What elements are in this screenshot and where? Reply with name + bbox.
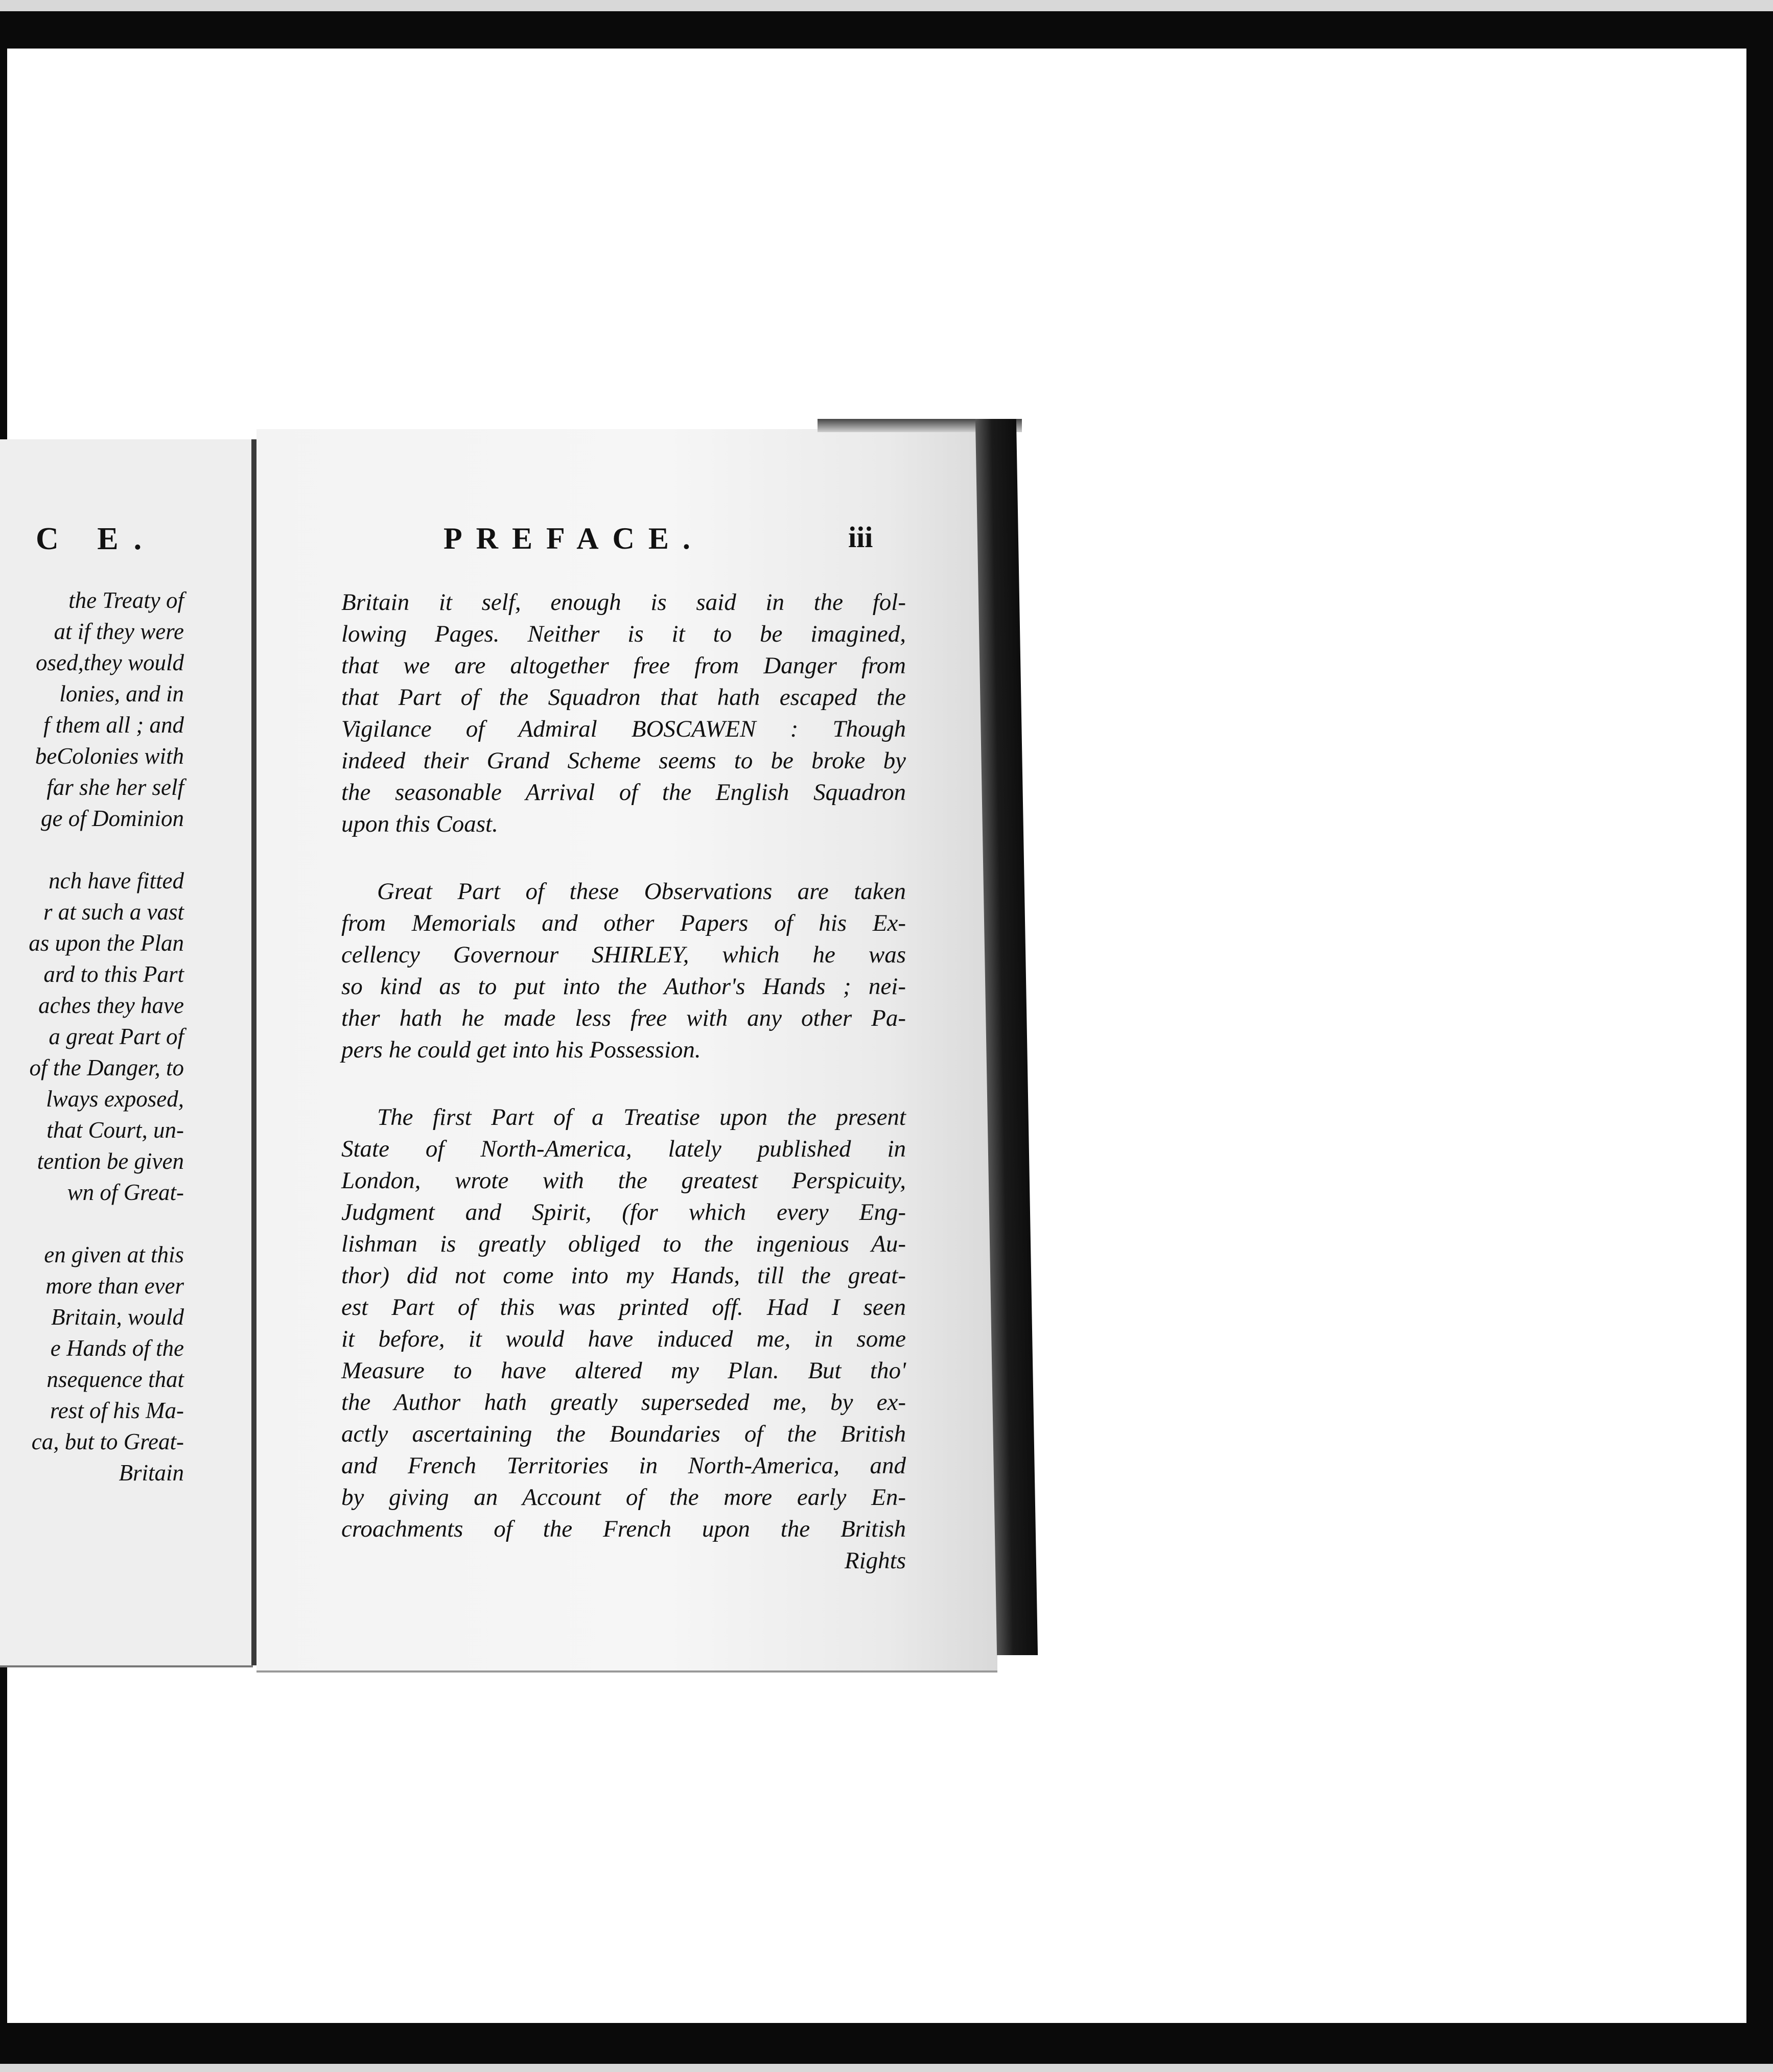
left-page-text	[0, 585, 184, 1489]
text-line: r at such a vast	[43, 899, 184, 925]
text-line: State of North-America, lately published in	[341, 1136, 906, 1162]
left-running-head: C E.	[36, 522, 157, 556]
text-line: London, wrote with the greatest Perspicuity,	[341, 1167, 906, 1194]
text-line: rest of his Ma-	[50, 1398, 184, 1423]
text-line: e Hands of the	[50, 1335, 184, 1361]
paragraph-gap	[0, 834, 184, 865]
text-line: as upon the Plan	[29, 930, 184, 956]
text-line: tention be given	[37, 1148, 184, 1174]
paragraph-gap	[0, 1208, 184, 1239]
scan-border-bottom-stripe	[0, 2064, 1773, 2072]
text-line: far she her self	[46, 774, 184, 800]
scan-border-top-stripe	[0, 0, 1773, 11]
text-line: lowing Pages. Neither is it to be imagined,	[341, 621, 906, 647]
text-line: nch have fitted	[49, 868, 184, 893]
text-line: lonies, and in	[59, 681, 184, 707]
text-line: the Treaty of	[68, 587, 184, 613]
scan-border-right	[1746, 49, 1773, 2023]
right-page-text	[341, 586, 906, 1576]
text-line: that Part of the Squadron that hath escaped the	[341, 684, 906, 711]
text-line: upon this Coast.	[341, 811, 498, 837]
text-line: pers he could get into his Possession.	[341, 1037, 701, 1063]
text-line: and French Territories in North-America, and	[341, 1452, 906, 1479]
text-line: more than ever	[45, 1273, 184, 1299]
paragraph-gap	[341, 840, 906, 876]
text-line: Britain	[119, 1460, 184, 1486]
text-line: est Part of this was printed off. Had I seen	[341, 1294, 906, 1321]
text-line: a great Part of	[49, 1024, 184, 1049]
text-line: so kind as to put into the Author's Hands ; nei-	[341, 973, 906, 1000]
text-line: aches they have	[38, 993, 184, 1018]
text-line: actly ascertaining the Boundaries of the British	[341, 1421, 906, 1447]
text-line: osed,they would	[36, 650, 184, 675]
text-line: thor) did not come into my Hands, till the great-	[341, 1262, 906, 1289]
text-line: Britain, would	[51, 1304, 184, 1330]
text-line: Britain it self, enough is said in the fol-	[341, 589, 906, 616]
book-gutter	[251, 439, 256, 1665]
text-line: lways exposed,	[46, 1086, 184, 1112]
text-line: wn of Great-	[67, 1180, 184, 1205]
text-line: beColonies with	[35, 743, 184, 769]
text-line: Judgment and Spirit, (for which every Eng-	[341, 1199, 906, 1226]
text-line: ther hath he made less free with any other Pa-	[341, 1005, 906, 1031]
right-running-head: PREFACE.	[444, 522, 704, 555]
text-line: lishman is greatly obliged to the ingenious Au-	[341, 1231, 906, 1257]
text-line: en given at this	[44, 1242, 184, 1267]
text-line: the Author hath greatly superseded me, by ex-	[341, 1389, 906, 1416]
text-line: ard to this Part	[43, 961, 184, 987]
text-line: Measure to have altered my Plan. But tho'	[341, 1357, 906, 1384]
text-line: Great Part of these Observations are taken	[377, 878, 906, 905]
text-line: by giving an Account of the more early En-	[341, 1484, 906, 1511]
text-line: croachments of the French upon the British	[341, 1516, 906, 1542]
text-line: it before, it would have induced me, in some	[341, 1326, 906, 1352]
text-line: ge of Dominion	[41, 806, 184, 831]
text-line: Vigilance of Admiral BOSCAWEN : Though	[341, 716, 906, 742]
catchword: Rights	[844, 1547, 906, 1574]
text-line: from Memorials and other Papers of his Ex-	[341, 910, 906, 936]
text-line: cellency Governour SHIRLEY, which he was	[341, 941, 906, 968]
text-line: of the Danger, to	[29, 1055, 184, 1080]
paragraph-gap	[341, 1066, 906, 1101]
text-line: that we are altogether free from Danger from	[341, 652, 906, 679]
text-line: The first Part of a Treatise upon the present	[377, 1104, 906, 1131]
text-line: at if they were	[54, 619, 184, 644]
text-line: f them all ; and	[43, 712, 184, 738]
text-line: indeed their Grand Scheme seems to be broke by	[341, 747, 906, 774]
text-line: that Court, un-	[46, 1117, 184, 1143]
text-line: ca, but to Great-	[31, 1429, 184, 1454]
page-number: iii	[848, 521, 873, 554]
text-line: nsequence that	[46, 1367, 184, 1392]
text-line: the seasonable Arrival of the English Squadron	[341, 779, 906, 806]
